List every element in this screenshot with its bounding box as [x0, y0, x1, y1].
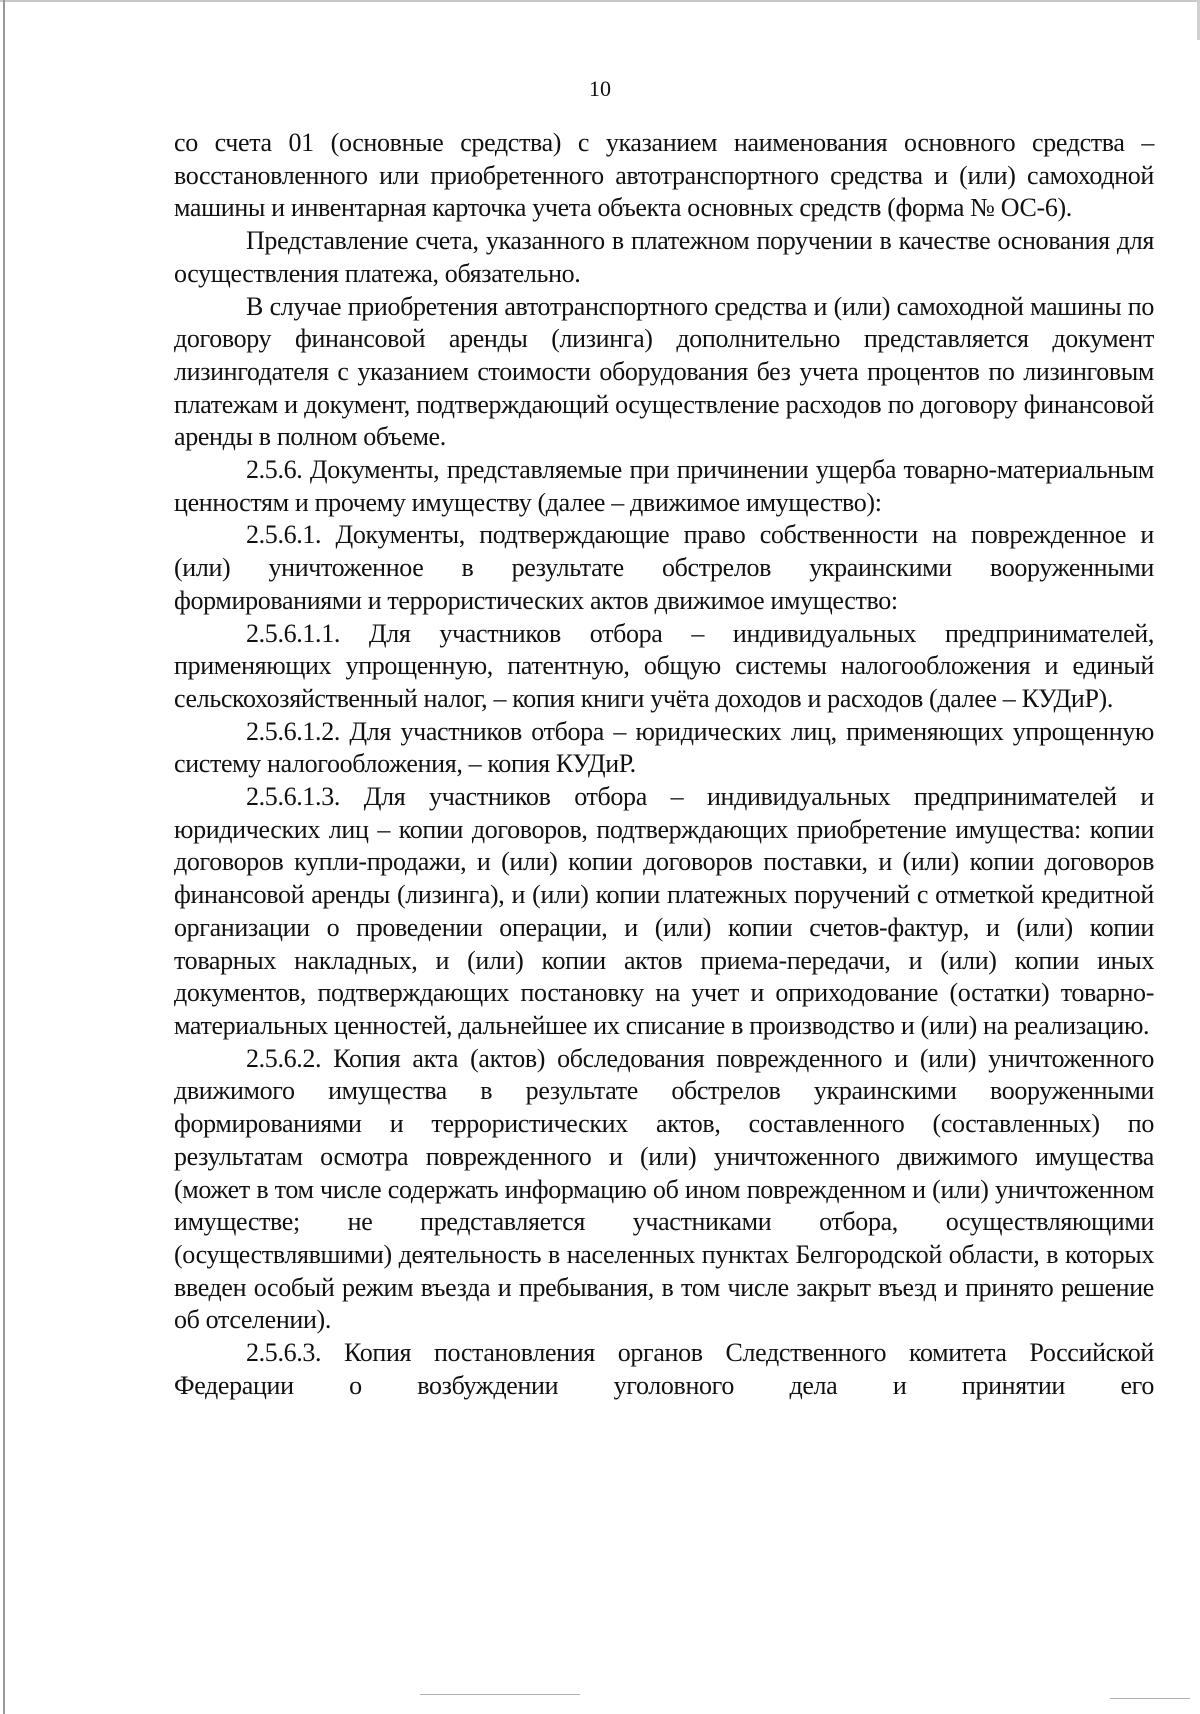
document-body [174, 127, 1154, 1402]
paragraph-invoice: Представление счета, указанного в платежном поручении в качестве основания для осуществления платежа, обязательно. [174, 226, 1154, 288]
page-number: 10 [589, 76, 611, 101]
scan-artifact [420, 1694, 580, 1695]
paragraph-2-5-6-1-3: 2.5.6.1.3. Для участников отбора – индивидуальных предпринимателей и юридических лиц – копии договоров, подтверждающих приобретение имущества: копии договоров купли-продажи, и (или) копии договоров поставки, и (или) копии договоров финансовой аренды (лизинга), и (или) копии платежных поручений с отметкой кредитной организации о проведении операции, и (или) копии счетов-фактур, и (или) копии товарных накладных, и (или) копии актов приема-передачи, и (или) копии иных документов, подтверждающих постановку на учет и оприходование (остатки) товарно-материальных ценностей, дальнейшее их списание в производство и (или) на реализацию. [174, 782, 1154, 1040]
paragraph-2-5-6-1-1: 2.5.6.1.1. Для участников отбора – индивидуальных предпринимателей, применяющих упрощенную, патентную, общую системы налогообложения и единый сельскохозяйственный налог, – копия книги учёта доходов и расходов (далее – КУДиР). [174, 618, 1154, 713]
scan-edge-top [0, 0, 1200, 2]
paragraph-2-5-6-1: 2.5.6.1. Документы, подтверждающие право собственности на поврежденное и (или) уничтоженное в результате обстрелов украинскими вооруженными формированиями и террористических актов движимое имущество: [174, 520, 1154, 615]
paragraph-2-5-6-1-2: 2.5.6.1.2. Для участников отбора – юридических лиц, применяющих упрощенную систему налогообложения, – копия КУДиР. [174, 716, 1154, 779]
paragraph-2-5-6-2: 2.5.6.2. Копия акта (актов) обследования поврежденного и (или) уничтоженного движимого имущества в результате обстрелов украинскими вооруженными формированиями и террористических актов, составленного (составленных) по результатам осмотра поврежденного и (или) уничтоженного движимого имущества (может в том числе содержать информацию об ином поврежденном и (или) уничтоженном имуществе; не представляется участниками отбора, осуществляющими (осуществлявшими) деятельность в населенных пунктах Белгородской области, в которых введен особый режим въезда и пребывания, в том числе закрыт въезд и принято решение об отселении). [174, 1043, 1154, 1335]
paragraph-leasing: В случае приобретения автотранспортного средства и (или) самоходной машины по договору финансовой аренды (лизинга) дополнительно представляется документ лизингодателя с указанием стоимости оборудования без учета процентов по лизинговым платежам и документ, подтверждающий осуществление расходов по договору финансовой аренды в полном объеме. [174, 291, 1154, 452]
scan-bottom-noise [0, 1654, 1200, 1714]
scan-edge-left [3, 0, 5, 1714]
scan-artifact [1110, 1698, 1190, 1699]
paragraph-continuation: со счета 01 (основные средства) с указанием наименования основного средства – восстановленного или приобретенного автотранспортного средства и (или) самоходной машины и инвентарная карточка учета объекта основных средств (форма № ОС-6). [174, 128, 1154, 223]
paragraph-2-5-6: 2.5.6. Документы, представляемые при причинении ущерба товарно-материальным ценностям и прочему имуществу (далее – движимое имущество): [174, 455, 1154, 517]
paragraph-2-5-6-3: 2.5.6.3. Копия постановления органов Следственного комитета Российской Федерации о возбуждении уголовного дела и принятии его [174, 1338, 1154, 1400]
